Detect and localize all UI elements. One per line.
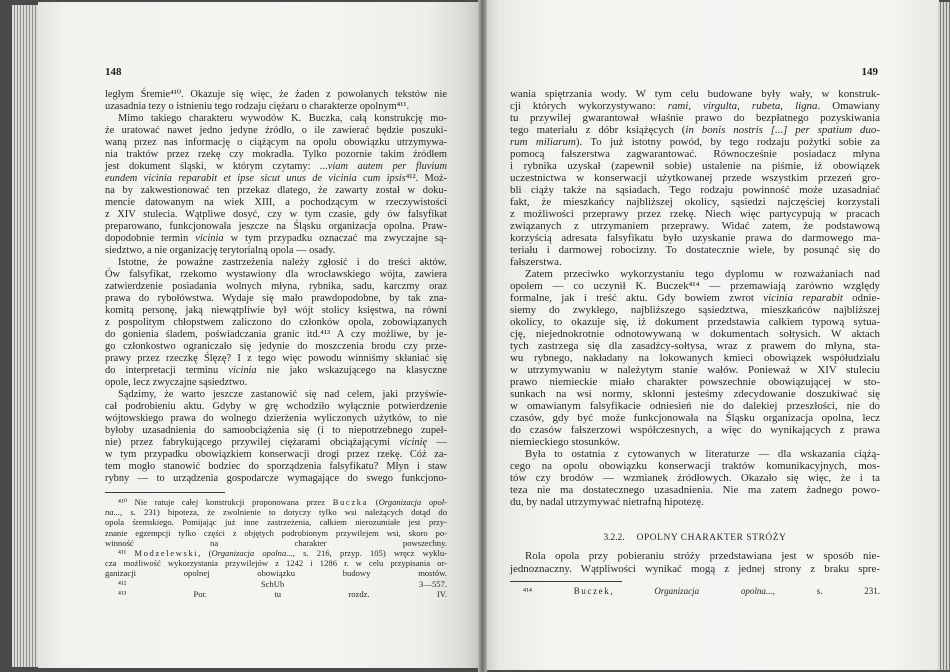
body-line: siemy do zwykłego, najbliższego sąsiedztwa, mieszkańców najbliższej (510, 304, 880, 316)
text-span: nie) przez fabrykującego przywilej ciężarami obciążającymi (105, 437, 400, 448)
text-span: , s. 216, przyp. 105) wręcz wyklu- (292, 547, 447, 558)
text-span: nie jako wskazującego na klasyczne (256, 365, 447, 376)
body-line: zatwierdzenie posiadania wolnych młyna, rybnika, sadu, karczmy oraz (105, 281, 447, 292)
body-line (510, 292, 880, 304)
latin-term: rami, virgulta, rubeta, ligna (667, 100, 818, 112)
left-body-text (105, 89, 447, 485)
body-line: Była to ostatnia z cytowanych w literaturze — dla wskazania ciążą- (525, 448, 880, 460)
body-line: ległym Śremie⁴¹⁰. Okazuje się więc, że żaden z powołanych tekstów nie (105, 89, 447, 100)
body-line (510, 100, 880, 112)
body-line (105, 173, 447, 185)
body-line: prawo niemieckie miało charakter powszechnie obowiązującej w sto- (510, 376, 880, 388)
page-number-left: 148 (105, 66, 122, 78)
body-line (105, 233, 447, 245)
latin-term: vicinię (399, 437, 428, 448)
body-line: z pospolitym chłopstwem zaliczono do członków opola, zobowiązanych (105, 317, 447, 328)
text-span: , (610, 586, 655, 596)
body-line: uzasadnia tezy o istnieniu tego rodzaju ciężaru o charakterze opolnym⁴¹¹. (105, 101, 410, 112)
footnote-line: opola śremskiego. Pomijając już inne zastrzeżenia, całkiem nierozumiałe jest przy- (105, 517, 447, 528)
body-line: Ów falsyfikat, rzekomo wystawiony dla wrocławskiego wójta, zawiera (105, 269, 447, 280)
footnote-line: ganizacji opolnej obowiązku budowy mostów. (105, 568, 447, 579)
work-title: Organizacja opolna... (211, 547, 293, 558)
text-span: , s. 231. (772, 586, 880, 596)
body-line: nia traktów przez rzekę czy mokradła. Tylko pozornie takim źródłem (105, 149, 447, 160)
section-heading-title: OPOLNY CHARAKTER STRÓŻY (636, 533, 787, 543)
body-line: bli ciąży także na sąsiadach. Tego rodzaju powinność może uzasadniać (510, 184, 880, 196)
body-line: fałszerstwa. (510, 256, 562, 268)
body-line: tu przywilej gwarantował właśnie prawo do bezpłatnego pozyskiwania (510, 112, 880, 124)
body-line (510, 136, 880, 148)
body-line: do gonienia śladem, poświadczania granic itd.⁴¹³ A czy możliwe, by je- (105, 329, 447, 340)
footnote-rule-left (105, 492, 225, 493)
latin-quote: rum miliarum (510, 136, 576, 148)
text-span: odnie- (842, 292, 881, 304)
text-span: ( (368, 497, 379, 507)
body-line: cję, niejednokrotnie odnotowywaną w dokumentach sołtysich. W aktach (510, 328, 880, 340)
body-line: uczestnictwa w konserwacji użytkowanej przede wszystkim przezeń gro- (510, 172, 880, 184)
body-line: w tym przypadku obowiązkiem konserwacji drogi przez rzekę. Cóż za- (105, 449, 447, 460)
body-line (105, 437, 447, 449)
footnote-line: ⁴¹² SchUb 3—557. (118, 578, 447, 589)
text-span: ⁴¹². Moż- (405, 173, 447, 184)
text-span: tego materiału z dóbr książęcych ( (510, 124, 686, 136)
body-line: Mimo takiego charakteru wywodów K. Buczka, całą konstrukcję mo- (118, 113, 447, 124)
right-body-text (510, 88, 880, 508)
latin-quote: eundem vicinia reparabit et ipse sicut unus de vicinia cum ipsis (105, 173, 406, 184)
body-line: opole, lecz zwyczajne sąsiedztwo. (105, 377, 248, 388)
text-span: ⁴¹⁰ Nie ratuje całej konstrukcji proponowana przez (118, 497, 333, 507)
body-line: związanych z utrzymaniem przeprawy. Widać zatem, że podstawową (510, 220, 880, 232)
page-number-right: 149 (861, 66, 878, 78)
footnote-line: winność na charakter powszechny. (105, 537, 447, 548)
body-line: czasów, gdy być może funkcjonowała na Śląsku organizacja opolna, lecz (510, 412, 880, 424)
body-line: rybny — to urządzenia gospodarcze wymagające do swego funkcjono- (105, 473, 447, 484)
author-name: Buczka (332, 497, 369, 507)
text-span: ⁴¹¹ (118, 547, 135, 558)
footnote-line: znanie egzempcji tylko części z objętych podrobionym przywilejem wsi, skoro po- (105, 527, 447, 538)
author-name: Buczek (573, 586, 611, 596)
body-line: Sądzimy, że warto jeszcze zastanowić się nad celem, jaki przyświe- (118, 389, 447, 400)
body-line: go członkostwo ograniczało się jedynie do moszczenia brodu czy prze- (105, 341, 447, 352)
body-line: i rybnika uzyskał (zapewnił sobie) ustalenie na piśmie, iż obowiązek (510, 160, 880, 172)
body-line: wu rybnego, nakładany na lokowanych kmieci obowiązek współudziału (510, 352, 880, 364)
text-span: cji których wykorzystywano: (510, 100, 668, 112)
latin-term: vicinia (195, 233, 224, 244)
footnote-line (105, 548, 447, 558)
work-title: Organizacja opolna... (654, 586, 773, 596)
body-line: tów czy brodów — wzmianek źródłowych. Okazało się więc, że i ta (510, 472, 880, 484)
body-line: teriału i darmowej robocizny. To dostatecznie wiele, by posunąć się do (510, 244, 880, 256)
body-line: wania spiętrzania wody. W tym celu budowane były wały, w konstruk- (510, 88, 880, 100)
work-title: na... (105, 507, 121, 518)
body-line: prawy przez rzeczkę Ślęzę? I z tego więc powodu winniśmy skłaniać się (105, 353, 447, 364)
body-line: na by zakwestionować ten przekaz dlatego, że zawarty został w doku- (105, 185, 447, 196)
body-line: że uratować nawet jedno jedyne źródło, o ile zawierać będzie poszuki- (105, 125, 447, 136)
body-line: Istotne, że poważne zastrzeżenia należy zgłosić i do treści aktów. (118, 257, 447, 268)
page-edges-right (938, 2, 950, 670)
body-line: opolem — co uczynił K. Buczek⁴¹⁴ — przemawiają zarówno względy (510, 280, 880, 292)
left-footnotes (105, 497, 447, 599)
body-line: korzyścią adresata falsyfikatu było uzyskanie prawa do darmowego ma- (510, 232, 880, 244)
body-line (105, 161, 447, 173)
body-line: komitą personę, jaką niewątpliwie był wójt stolicy księstwa, na równi (105, 305, 447, 316)
body-line: du, by nadal utrzymywać nietrafną hipotezę. (510, 496, 704, 508)
body-line: cał podrobieniu aktu. Gdyby w grę wchodziło wyłącznie potwierdzenie (105, 401, 447, 412)
section-heading-number: 3.2.2. (603, 533, 625, 543)
body-line: pomocą fałszerstwa zagwarantować. Równocześnie posiadacz młyna (510, 148, 880, 160)
body-line: do czasów fałszerzowi współczesnych, a więc do wynikających z prawa (510, 424, 880, 436)
text-span: jest dokument śląski, w którym czytamy: (105, 161, 321, 172)
footnote-line (105, 507, 447, 517)
footnote-rule-right (510, 581, 622, 582)
footnote-line: cza możliwość wykorzystania przywilejów z 1242 i 1286 r. w celu przypisania or- (105, 558, 447, 569)
author-name: Modzelewski (134, 547, 199, 558)
body-line (105, 365, 447, 377)
body-line: Rola opola przy pobieraniu stróży przedstawiana jest w sposób nie- (525, 550, 880, 562)
body-line (510, 124, 880, 136)
latin-term: vicinia (228, 365, 257, 376)
body-line: cego na opolu obowiązku konserwacji traktów komunikacyjnych, mos- (510, 460, 880, 472)
body-line: teza nie ma dostatecznego uzasadnienia. Nie ma zatem żadnego powo- (510, 484, 880, 496)
right-body-text-continued (510, 550, 880, 575)
text-span: ⁴¹⁴ (523, 586, 574, 596)
footnote-line (510, 586, 880, 596)
book-spine (478, 0, 487, 672)
footnote-line: ⁴¹³ Por. tu rozdz. IV. (118, 588, 447, 599)
text-span: w tym przypadku oznaczać ma zwyczajne są- (223, 233, 447, 244)
latin-term: vicinia reparabit (763, 292, 843, 304)
body-line: byłoby uzasadnienia do samoobciążenia się (i to niepotrzebnego zupeł- (105, 425, 447, 436)
work-title: Organizacja opol- (378, 497, 447, 507)
body-line: okolicy, to okazuje się, iż dokument przedstawia całkiem typową sytua- (510, 316, 880, 328)
body-line: sunkach na wsi normy, skłonni jesteśmy zdecydowanie doszukiwać się (510, 388, 880, 400)
latin-quote: ...viam autem per fluvium (320, 161, 447, 172)
body-line: preparowano, funkcjonowała jeszcze na Śląsku organizacja opolna. Praw- (105, 221, 447, 232)
section-heading (510, 532, 880, 544)
body-line: jednoznaczny. Wątpliwości wynikać mogą z jednej strony z braku spre- (510, 562, 880, 575)
right-footnotes (510, 586, 880, 596)
body-line: niemieckiego stosunków. (510, 436, 620, 448)
body-line: wójtowskiego prawa do wolnego dzierżenia wyliczonych użytków, to nie (105, 413, 447, 424)
body-line: waną przez nas informację o ciążącym na opolu obowiązku utrzymywa- (105, 137, 447, 148)
body-line: w utrzymywaniu w należytym stanie wałów. Ponieważ w XIV stuleciu (510, 364, 880, 376)
body-line: Zatem przeciwko wykorzystaniu tego dyplomu w rozważaniach nad (525, 268, 880, 280)
body-line: prawa do rybołówstwa. Wydaje się mało prawdopodobne, by tak zna- (105, 293, 447, 304)
body-line: w omawianym falsyfikacie odniesień nie do dalekiej przeszłości, nie do (510, 400, 880, 412)
text-span: , ( (198, 547, 212, 558)
footnote-line (105, 497, 447, 507)
text-span: ). To już istotny powód, by tego rodzaju pożytki sobie za (575, 136, 880, 148)
text-span: . Omawiany (817, 100, 880, 112)
text-span: formalne, jak i treść aktu. Gdy bowiem zwrot (510, 292, 764, 304)
body-line: fakt, że mieszkańcy najbliższej okolicy, sąsiedzi najczęściej korzystali (510, 196, 880, 208)
body-line: tem mogło stanowić bodziec do sporządzenia falsyfikatu? Młyn i staw (105, 461, 447, 472)
text-span: , s. 231) hipoteza, że zwolnienie to dotyczy tylko wsi należących dotąd do (120, 507, 447, 518)
text-span: dopodobnie termin (105, 233, 196, 244)
body-line: z możliwości przeprawy przez rzekę. Niech więc partycypują w pracach (510, 208, 880, 220)
body-line: siedztwo, a nie organizację terytorialną opola — osady. (105, 245, 336, 256)
body-line: tych zastrzega się dla zasadźcy-sołtysa, wraz z prawem do młyna, sta- (510, 340, 880, 352)
body-line: z XIV stulecia. Wątpliwe dosyć, czy w tym czasie, gdy ów falsyfikat (105, 209, 447, 220)
body-line: mencie datowanym na wiek XIII, a pochodzącym w rzeczywistości (105, 197, 447, 208)
text-span: do interpretacji terminu (105, 365, 229, 376)
text-span: — (427, 437, 447, 448)
latin-quote: in bonis nostris [...] per spatium duo- (685, 124, 880, 136)
